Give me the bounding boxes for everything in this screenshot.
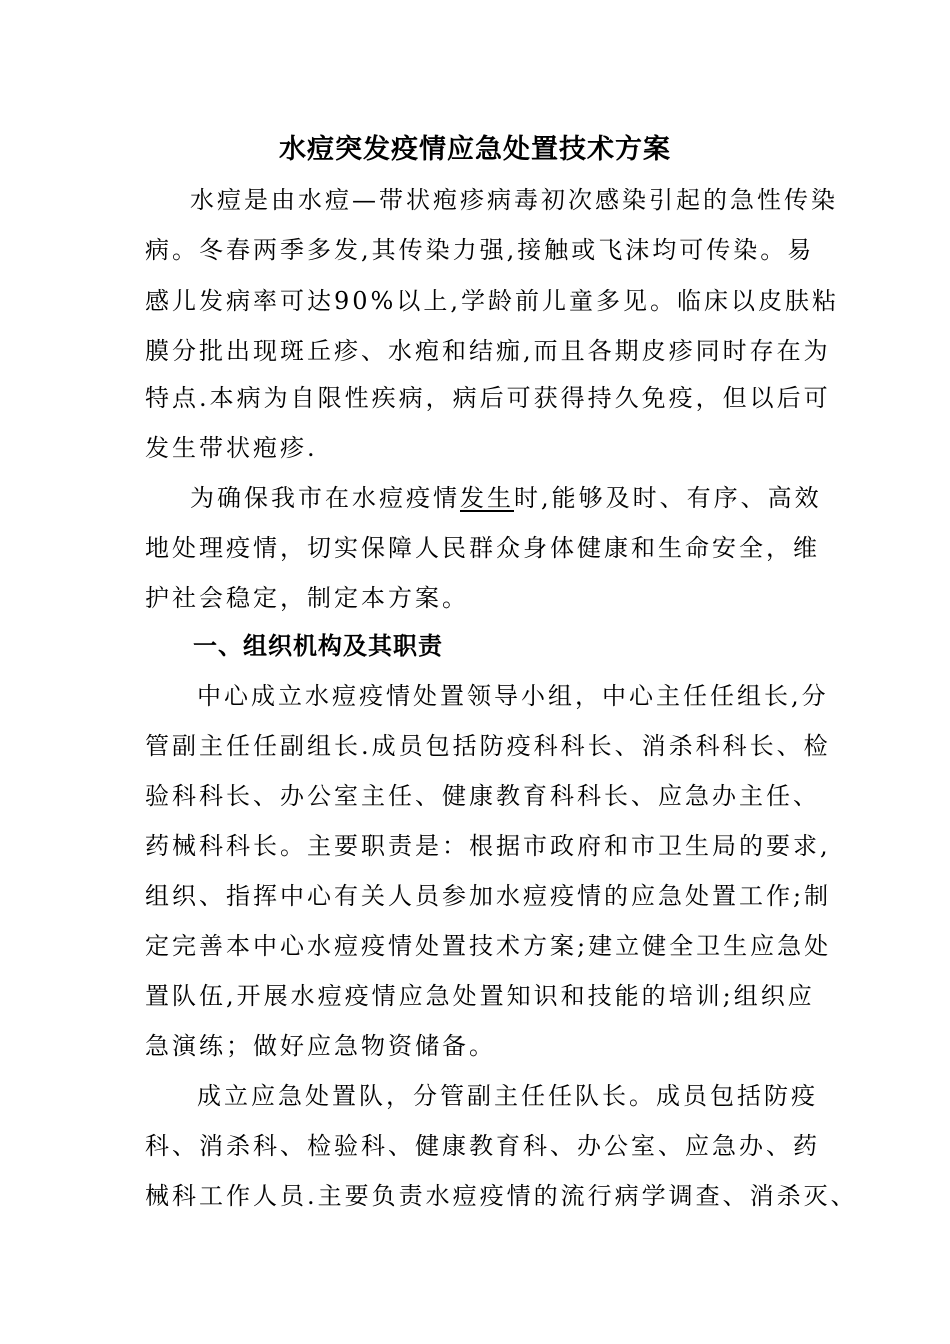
paragraph-1-line: 水痘是由水痘—带状疱疹病毒初次感染引起的急性传染: [190, 186, 838, 214]
paragraph-1-line: 发生带状疱疹.: [145, 434, 318, 462]
paragraph-2-line: 护社会稳定，制定本方案。: [145, 584, 469, 612]
paragraph-3-line: 管副主任任副组长.成员包括防疫科科长、消杀科科长、检: [145, 732, 831, 760]
paragraph-2-text-after: 时,能够及时、有序、高效: [514, 484, 822, 512]
paragraph-4-line: 科、消杀科、检验科、健康教育科、办公室、应急办、药: [145, 1132, 820, 1160]
document-title: 水痘突发疫情应急处置技术方案: [279, 134, 671, 165]
paragraph-3-line: 组织、指挥中心有关人员参加水痘疫情的应急处置工作;制: [145, 882, 832, 910]
paragraph-1-line: 病。冬春两季多发,其传染力强,接触或飞沫均可传染。易: [145, 236, 815, 264]
paragraph-2-line: [190, 480, 822, 516]
paragraph-2-text-before: 为确保我市在水痘疫情: [190, 484, 460, 512]
paragraph-3-line: 急演练；做好应急物资储备。: [145, 1032, 496, 1060]
paragraph-3-line: 验科科长、办公室主任、健康教育科科长、应急办主任、: [145, 782, 820, 810]
section-heading: 一、组织机构及其职责: [193, 632, 443, 660]
paragraph-1-line: 特点.本病为自限性疾病，病后可获得持久免疫，但以后可: [145, 384, 831, 412]
paragraph-3-line: 置队伍,开展水痘疫情应急处置知识和技能的培训;组织应: [145, 982, 815, 1010]
paragraph-2-line: 地处理疫情，切实保障人民群众身体健康和生命安全，维: [145, 534, 820, 562]
paragraph-4-line: 械科工作人员.主要负责水痘疫情的流行病学调查、消杀灭、: [145, 1182, 858, 1210]
paragraph-4-line: 成立应急处置队，分管副主任任队长。成员包括防疫: [197, 1082, 818, 1110]
paragraph-1-line: 膜分批出现斑丘疹、水疱和结痂,而且各期皮疹同时存在为: [145, 337, 831, 365]
paragraph-3-line: 中心成立水痘疫情处置领导小组，中心主任任组长,分: [197, 682, 829, 710]
paragraph-3-line: 药械科科长。主要职责是：根据市政府和市卫生局的要求,: [145, 832, 831, 860]
paragraph-1-line: 感儿发病率可达90%以上,学龄前儿童多见。临床以皮肤粘: [145, 287, 839, 315]
underlined-word: 发生: [460, 484, 514, 512]
paragraph-3-line: 定完善本中心水痘疫情处置技术方案;建立健全卫生应急处: [145, 932, 832, 960]
